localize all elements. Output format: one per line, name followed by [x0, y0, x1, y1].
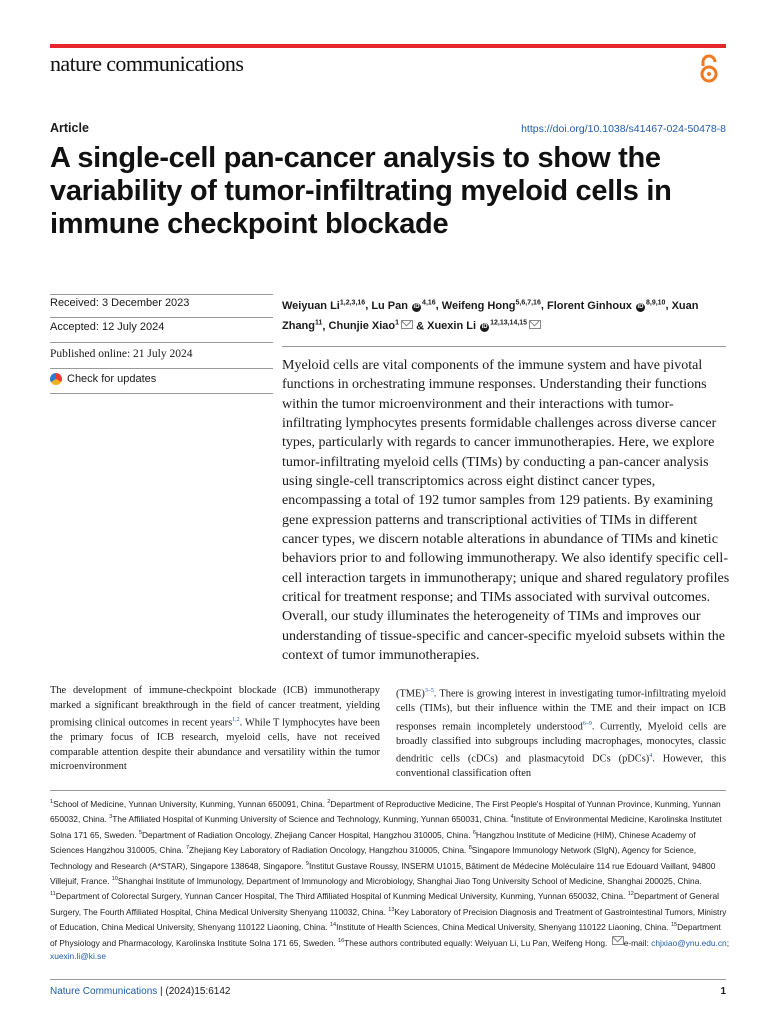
- author-name: Xuan Zhang: [282, 299, 699, 333]
- author[interactable]: [442, 300, 541, 312]
- author-list: Weiyuan Li$^{1,2,3,16}$, Lu Pan iD$^{4,16}$, Weifeng Hong$^{5,6,7,16}$, Florent Ginhoux iD$^{8,9,10}$, Xuan Zhang$^{11}$, Chunjie Xiao$^1$ & Xuexin Li iD$^{12,13,14,15}$: [282, 299, 699, 333]
- affiliation-text: Department of General Surgery, The Fourth Affiliated Hospital, China Medical University Shenyang 110032, China.: [50, 891, 720, 917]
- citation-link[interactable]: 4: [649, 753, 653, 760]
- email-label: e-mail:: [623, 937, 652, 948]
- author-name: Weiyuan Li: [282, 299, 340, 312]
- accepted-date: Accepted: 12 July 2024: [50, 321, 165, 333]
- affiliation-number: 12: [627, 891, 634, 898]
- email-link[interactable]: xuexin.li@ki.se: [50, 950, 106, 961]
- divider: [50, 342, 273, 343]
- affiliation-number: 16: [338, 937, 345, 944]
- affiliation-number: 10: [111, 875, 118, 882]
- received-date: Received: 3 December 2023: [50, 297, 190, 309]
- orcid-icon[interactable]: iD: [481, 324, 488, 331]
- citation-link[interactable]: 3–5: [424, 688, 434, 694]
- affiliation-text: Department of Physiology and Pharmacology, Karolinska Institute Solna 171 65, Sweden.: [50, 921, 721, 948]
- affiliation-text: Key Laboratory of Precision Diagnosis and Treatment of Gastrointestinal Tumors, Ministry of Education, China Medical University, Shenyang 110122 Liaoning, China.: [50, 906, 727, 932]
- footer-citation: Nature Communications | (2024)15:6142: [50, 986, 231, 997]
- abstract: Myeloid cells are vital components of the immune system and have pivotal functions in orchestrating immune responses. Understanding their functions within the tumor microenvironment and their interactions with tumor-infiltrating lymphocytes presents formidable challenges across diverse cancer types, particularly with regards to cancer immunotherapies. Here, we explore tumor-infiltrating myeloid cells (TIMs) by conducting a pan-cancer analysis using single-cell transcriptomics across eight distinct cancer types, encompassing a total of 192 tumor samples from 129 patients. By examining gene expression patterns and transcriptional activities of TIMs in different cancer types, we discern notable alterations in abundance of TIMs and kinetic behaviors prior to and following immunotherapy. We also identify specific cell-cell interaction targets in immunotherapy; unique and shared regulatory profiles critical for treatment response; and TIMs associated with survival outcomes. Overall, our study illuminates the heterogeneity of TIMs and improves our understanding of tissue-specific and cancer-specific myeloid subsets within the context of tumor immunotherapies.: [282, 358, 730, 664]
- affiliation-text: These authors contributed equally: Weiyuan Li, Lu Pan, Weifeng Hong.: [344, 937, 610, 948]
- check-updates-icon: [50, 373, 62, 385]
- article-title: A single-cell pan-cancer analysis to show the variability of tumor-infiltrating myeloid cells in immune checkpoint blockade: [50, 142, 672, 240]
- author-affiliation-ref: 1: [395, 319, 400, 327]
- affiliation-number: 8: [468, 845, 472, 852]
- affiliation-text: Department of Radiation Oncology, Zhejiang Cancer Hospital, Hangzhou 310005, China.: [142, 829, 473, 840]
- affiliation-text: Department of Reproductive Medicine, The First People's Hospital of Yunnan Province, Kunming, Yunnan 650032, China.: [50, 798, 721, 825]
- author-affiliation-ref: 4,16: [422, 299, 436, 306]
- email-icon: [612, 936, 624, 945]
- citation-link[interactable]: 1,2: [232, 717, 240, 724]
- affiliations: $^1$School of Medicine, Yunnan University, Kunming, Yunnan 650091, China. $^2$Department of Reproductive Medicine, The First People's Hospital of Yunnan Province, Kunming, Yunnan 650032, China. $^3$The Affiliated Hospital of Kunming University of Science and Technology, Kunming, Yunnan 650031, China. $^4$Institute of Environmental Medicine, Karolinska Institutet Solna 171 65, Sweden. $^5$Department of Radiation Oncology, Zhejiang Cancer Hospital, Hangzhou 310005, China. $^6$Hangzhou Institute of Medicine (HIM), Chinese Academy of Sciences Hangzhou 310005, China. $^7$Zhejiang Key Laboratory of Radiation Oncology, Hangzhou 310005, China. $^8$Singapore Immunology Network (SIgN), Agency for Science, Technology and Research (A*STAR), Singapore 138648, Singapore. $^9$Institut Gustave Roussy, INSERM U1015, Bâtiment de Médecine Moléculaire 114 rue Edouard Vaillant, 94800 Villejuif, France. $^{10}$Shanghai Institute of Immunology, Department of Immunology and Microbiology, Shanghai Jiao Tong University School of Medicine, Shanghai 200025, China. $^{11}$Department of Colorectal Surgery, Yunnan Cancer Hospital, The Third Affiliated Hospital of Kunming Medical University, Kunming, Yunnan 650032, China. $^{12}$Department of General Surgery, The Fourth Affiliated Hospital, China Medical University Shenyang 110032, China. $^{13}$Key Laboratory of Precision Diagnosis and Treatment of Gastrointestinal Tumors, Ministry of Education, China Medical University, Shenyang 110122 Liaoning, China. $^{14}$Institute of Health Sciences, China Medical University, Shenyang 110122 Liaoning, China. $^{15}$Department of Physiology and Pharmacology, Karolinska Institute Solna 171 65, Sweden. $^{16}$These authors contributed equally: Weiyuan Li, Lu Pan, Weifeng Hong. e-mail: chjxiao@ynu.edu.cn; xuexin.li@ki.se: [50, 798, 730, 961]
- divider: [50, 979, 726, 980]
- author-name: Weifeng Hong: [441, 299, 516, 312]
- affiliation-text: Singapore Immunology Network (SIgN), Agency for Science, Technology and Research (A*STAR), Singapore 138648, Singapore.: [50, 844, 697, 871]
- open-access-icon[interactable]: [697, 54, 721, 84]
- published-date: Published online: 21 July 2024: [50, 348, 193, 360]
- author[interactable]: [329, 320, 414, 332]
- author[interactable]: [427, 320, 541, 332]
- author[interactable]: [547, 300, 665, 312]
- author-affiliation-ref: 1,2,3,16: [339, 299, 366, 306]
- affiliation-number: 11: [50, 891, 56, 898]
- email-link[interactable]: chjxiao@ynu.edu.cn: [651, 937, 727, 948]
- affiliation-number: 3: [109, 814, 113, 821]
- page-number: 1: [720, 986, 726, 997]
- author-affiliation-ref: 12,13,14,15: [490, 319, 528, 327]
- affiliation-number: 14: [329, 922, 337, 929]
- affiliation-text: Institute of Health Sciences, China Medical University, Shenyang 110122 Liaoning, China.: [336, 921, 671, 932]
- divider: [50, 368, 273, 369]
- email-icon[interactable]: [401, 320, 413, 329]
- doi-link[interactable]: https://doi.org/10.1038/s41467-024-50478-8: [521, 123, 726, 135]
- affiliation-text: School of Medicine, Yunnan University, Kunming, Yunnan 650091, China.: [53, 798, 328, 809]
- divider: [50, 294, 273, 295]
- affiliation-text: Institut Gustave Roussy, INSERM U1015, Bâtiment de Médecine Moléculaire 114 rue Edouard Vaillant, 94800 Villejuif, France.: [50, 860, 716, 886]
- orcid-icon[interactable]: iD: [637, 303, 644, 310]
- journal-header-rule: [50, 44, 726, 48]
- check-updates-button[interactable]: [50, 373, 273, 385]
- affiliation-text: Hangzhou Institute of Medicine (HIM), Chinese Academy of Sciences Hangzhou 310005, China.: [50, 829, 696, 855]
- author[interactable]: [282, 300, 365, 312]
- author-name: Lu Pan: [371, 299, 408, 312]
- author-affiliation-ref: 11: [315, 319, 323, 327]
- author-name: Xuexin Li: [427, 320, 477, 333]
- affiliation-number: 9: [305, 860, 309, 867]
- affiliation-number: 7: [185, 845, 190, 852]
- affiliation-text: Department of Colorectal Surgery, Yunnan Cancer Hospital, The Third Affiliated Hospital of Kunming Medical University, Kunming, Yunnan 650032, China.: [55, 891, 628, 902]
- affiliation-number: 4: [510, 814, 514, 821]
- affiliation-text: Zhejiang Key Laboratory of Radiation Oncology, Hangzhou 310005, China.: [189, 844, 469, 855]
- affiliation-number: 13: [388, 906, 395, 913]
- divider: [50, 790, 726, 791]
- divider: [50, 317, 273, 318]
- affiliation-number: 1: [50, 799, 54, 805]
- author-affiliation-ref: 8,9,10: [645, 299, 666, 306]
- footer-journal-link[interactable]: Nature Communications: [50, 986, 158, 997]
- journal-name: nature communications: [50, 51, 244, 76]
- divider: [50, 393, 273, 394]
- affiliation-text: The Affiliated Hospital of Kunming University of Science and Technology, Kunming, Yunnan 650031, China.: [112, 814, 511, 825]
- affiliation-number: 2: [327, 799, 331, 805]
- article-type: Article: [50, 121, 89, 135]
- author-affiliation-ref: 5,6,7,16: [515, 299, 541, 306]
- orcid-icon[interactable]: iD: [413, 303, 420, 310]
- affiliation-text: Shanghai Institute of Immunology, Department of Immunology and Microbiology, Shanghai Jiao Tong University School of Medicine, Shanghai 200025, China.: [117, 875, 702, 886]
- author[interactable]: [371, 300, 435, 312]
- affiliation-number: 5: [138, 829, 142, 836]
- check-updates-label: Check for updates: [67, 373, 157, 385]
- author-name: Chunjie Xiao: [328, 320, 396, 333]
- author-name: Florent Ginhoux: [546, 299, 632, 312]
- affiliation-number: 6: [472, 829, 476, 836]
- affiliation-number: 15: [670, 922, 678, 929]
- divider: [282, 346, 726, 347]
- body-column-left: The development of immune-checkpoint blockade (ICB) immunotherapy marked a significant breakthrough in the field of cancer treatment, yielding promising clinical outcomes in recent years$^{1,2}$. While T lymphocytes have been the primary focus of ICB research, myeloid cells, have not received comparable attention despite their abundance and versatility within the tumor microenvironment: [50, 685, 380, 773]
- body-column-right: (TME)$^{3-5}$. There is growing interest in investigating tumor-infiltrating myeloid cells (TIMs), but their influence within the TME and their impact on ICB responses remain incompletely understood$^{6-9}$. Currently, Myeloid cells are broadly classified into subgroups including macrophages, monocytes, classic dendritic cells (cDCs) and plasmacytoid DCs (pDCs)$^4$. However, this conventional classification often: [396, 688, 727, 780]
- citation-link[interactable]: 6–9: [582, 720, 592, 727]
- affiliation-text: Institute of Environmental Medicine, Karolinska Institutet Solna 171 65, Sweden.: [50, 814, 722, 840]
- email-icon[interactable]: [529, 320, 541, 329]
